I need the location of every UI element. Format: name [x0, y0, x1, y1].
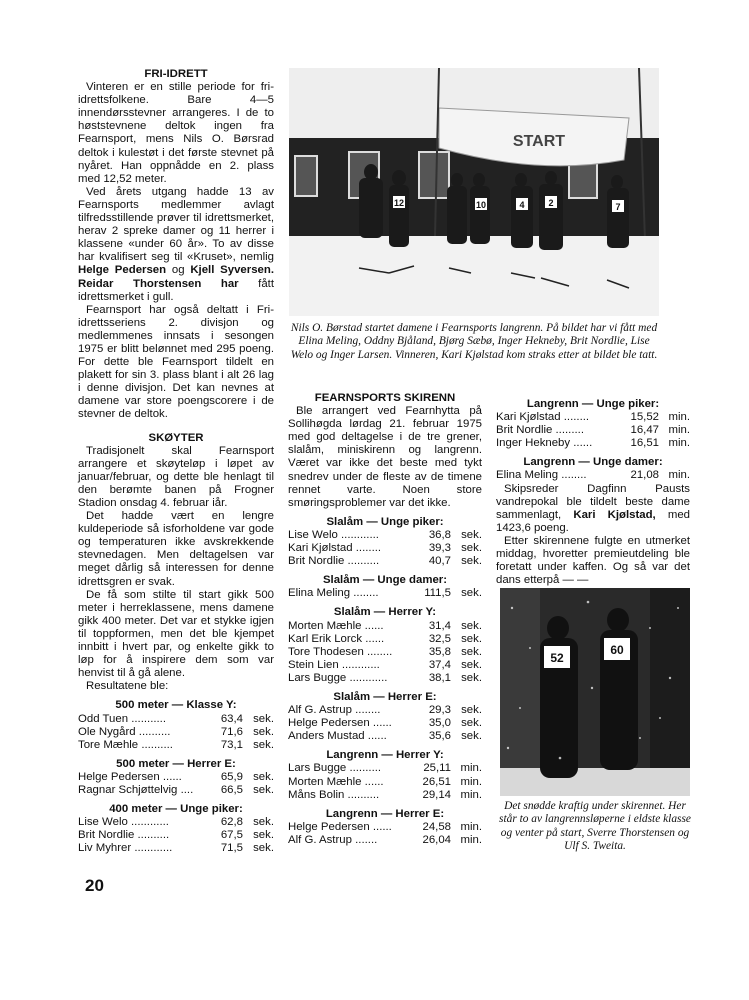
result-value: 38,1 [428, 671, 451, 684]
result-value: 37,4 [428, 658, 451, 671]
result-leader-dots: ...... [573, 437, 593, 450]
result-unit: min. [460, 775, 482, 788]
result-leader-dots: .... [180, 783, 194, 796]
result-row [288, 672, 482, 685]
results-table [496, 469, 690, 482]
result-name: Lars Bugge [288, 671, 347, 684]
result-row [288, 789, 482, 802]
paragraph: Det hadde vært en lengre kuldeperiode så isforholdene var gode og temperaturen ikke avskrekkende stevnedagen. Men deltagelsen var meget dårlig så interessen for denne idrettsgren er svak. [78, 510, 274, 588]
result-value: 35,6 [428, 730, 451, 743]
result-unit: min. [460, 762, 482, 775]
result-leader-dots: .......... [137, 829, 170, 842]
result-value: 16,51 [630, 437, 659, 450]
result-name: Ragnar Schjøttelvig [78, 783, 178, 796]
result-unit: sek. [461, 671, 482, 684]
result-name-cell [288, 776, 411, 789]
result-name-cell [288, 587, 411, 600]
result-unit: min. [460, 820, 482, 833]
result-name: Stein Lien [288, 658, 339, 671]
result-leader-dots: ........... [131, 712, 167, 725]
result-name-cell [288, 529, 411, 542]
result-name-cell [288, 672, 411, 685]
result-name: Karl Erik Lorck [288, 632, 363, 645]
paragraph: Ved årets utgang hadde 13 av Fearnsports medlemmer avlagt tilfredsstillende prøver til idrettsmerket, herav 2 spreke damer og 11 herrer i klassene «under 60 år». To av disse har kvalifisert seg til «Kruset», nemlig Helge Pedersen og Kjell Syversen. Reidar Thorstensen har fått idrettsmerket i gull. [78, 185, 274, 303]
snowfall-photo-image [500, 588, 690, 796]
result-value: 40,7 [428, 555, 451, 568]
result-value: 26,04 [422, 833, 451, 846]
result-name: Liv Myhrer [78, 842, 132, 855]
result-leader-dots: ............ [134, 842, 173, 855]
result-unit: min. [668, 411, 690, 424]
result-value: 32,5 [428, 632, 451, 645]
result-leader-dots: ............ [349, 671, 388, 684]
paragraph: Fearnsport har også deltatt i Fri-idrettsseriens 2. divisjon og medlemmenes innsats i sesongen 1975 er blitt belønnet med 295 poeng. For dette ble Fearnsport tildelt en plakett for sin 3. plass blant i alt 26 lag i denne divisjon. Det kan nevnes at damene var store poengscorere i de stevner de deltok. [78, 303, 274, 421]
results-heading: Langrenn — Herrer E: [325, 807, 445, 820]
result-value: 26,51 [422, 775, 451, 788]
result-name: Odd Tuen [78, 712, 129, 725]
results-heading: 500 meter — Klasse Y: [115, 699, 237, 712]
result-name-cell [496, 424, 619, 437]
paragraph: Vinteren er en stille periode for fri-idrettsfolkene. Bare 4—5 innendørsstevner arrangeres. I de to høststevnene deltok ingen fra Fearnsport, mens Nils O. Børsrad deltok i kulestøt i det første stevnet på nyåret. Han oppnådde en 2. plass med 12,52 meter. [78, 81, 274, 185]
paragraph: Tradisjonelt skal Fearnsport arrangere et skøyteløp i løpet av januar/februar, og dette ble henlagt til den berømte banen på Frogner Stadion onsdag 4. februar iår. [78, 444, 274, 509]
result-name: Alf G. Astrup [288, 704, 352, 717]
result-name: Anders Mustad [288, 730, 365, 743]
result-unit: sek. [461, 658, 482, 671]
result-value: 73,1 [220, 738, 243, 751]
result-name: Helge Pedersen [78, 770, 160, 783]
bib-number: 52 [550, 651, 564, 665]
results-heading: Slalåm — Unge damer: [322, 574, 448, 587]
result-row [78, 739, 274, 752]
result-unit: sek. [253, 725, 274, 738]
column-left [78, 68, 274, 855]
result-leader-dots: .......... [349, 762, 382, 775]
result-name-cell [288, 730, 411, 743]
result-value: 65,9 [220, 770, 243, 783]
result-name: Måns Bolin [288, 788, 345, 801]
results-table [288, 704, 482, 743]
section-heading-skoyter: SKØYTER [148, 431, 204, 444]
result-unit: sek. [253, 783, 274, 796]
result-name: Alf G. Astrup [288, 833, 352, 846]
result-value: 16,47 [630, 424, 659, 437]
result-name: Elina Meling [496, 469, 559, 482]
result-name-cell [496, 437, 619, 450]
result-leader-dots: ......... [555, 424, 584, 437]
result-name-cell [288, 717, 411, 730]
result-value: 71,6 [220, 725, 243, 738]
result-row [78, 713, 274, 726]
ski-start-photo-image [289, 68, 659, 316]
result-leader-dots: ............ [341, 658, 380, 671]
result-leader-dots: ........ [561, 469, 587, 482]
result-name: Elina Meling [288, 587, 351, 600]
result-name: Lise Welo [78, 816, 128, 829]
paragraph: Skipsreder Dagfinn Pausts vandrepokal ble tildelt beste dame sammenlagt, Kari Kjølstad, med 1423,6 poeng. [496, 482, 691, 534]
result-leader-dots: ...... [372, 717, 392, 730]
result-unit: sek. [461, 542, 482, 555]
result-row [496, 424, 690, 437]
result-name: Inger Hekneby [496, 437, 571, 450]
result-unit: sek. [461, 555, 482, 568]
result-unit: sek. [253, 829, 274, 842]
paragraph: De få som stilte til start gikk 500 meter i herreklassene, mens damene gikk 400 meter. Det var et stykke igjen til toppformen, men det ble kjempet innbitt i hvert par, og enkelte gikk to løp for å inspirere dem som var henvist til å gå alene. [78, 588, 274, 680]
bib-number: 4 [519, 200, 525, 210]
skirenn-results [288, 516, 482, 847]
results-heading: 500 meter — Herrer E: [116, 757, 236, 770]
result-row [78, 784, 274, 797]
result-row [288, 555, 482, 568]
result-value: 35,0 [428, 717, 451, 730]
result-name: Tore Mæhle [78, 738, 139, 751]
result-unit: sek. [461, 704, 482, 717]
results-table [288, 587, 482, 600]
result-name-cell [78, 726, 203, 739]
result-name-cell [288, 704, 411, 717]
result-row [78, 829, 274, 842]
result-value: 31,4 [428, 619, 451, 632]
results-heading: Langrenn — Herrer Y: [326, 749, 444, 762]
result-unit: sek. [253, 738, 274, 751]
results-heading: 400 meter — Unge piker: [109, 803, 243, 816]
result-leader-dots: .......... [141, 738, 173, 751]
result-value: 25,11 [423, 762, 451, 775]
result-unit: min. [668, 469, 690, 482]
result-unit: sek. [461, 717, 482, 730]
result-name-cell [288, 834, 411, 847]
result-leader-dots: ...... [364, 619, 384, 632]
result-unit: sek. [461, 587, 482, 600]
result-unit: sek. [461, 645, 482, 658]
result-name: Lise Welo [288, 528, 338, 541]
result-row [288, 730, 482, 743]
result-leader-dots: .......... [347, 788, 380, 801]
bib-number: 10 [475, 200, 487, 210]
result-unit: min. [668, 437, 690, 450]
result-row [288, 776, 482, 789]
result-name: Morten Mæhle [288, 619, 362, 632]
photo-caption-ski-start: Nils O. Børstad startet damene i Fearnsports langrenn. På bildet har vi fått med Elina Meling, Oddny Bjåland, Bjørg Sæbø, Inger Hekneby, Brit Nordlie, Lise Welo og Inger Larsen. Vinneren, Kari Kjølstad kom straks etter at bildet ble tatt. [290, 322, 658, 361]
result-leader-dots: .......... [347, 555, 380, 568]
result-unit: min. [460, 788, 482, 801]
result-value: 29,14 [422, 788, 451, 801]
result-leader-dots: ........ [355, 704, 381, 717]
result-leader-dots: ............ [130, 816, 169, 829]
result-leader-dots: ....... [355, 833, 378, 846]
result-name: Brit Nordlie [78, 829, 135, 842]
result-value: 24,58 [422, 820, 451, 833]
bib-number: 12 [393, 198, 405, 208]
result-row [78, 726, 274, 739]
start-banner-text: START [512, 133, 566, 150]
bib-number: 60 [610, 643, 624, 657]
result-name: Helge Pedersen [288, 717, 370, 730]
results-heading: Slalåm — Unge piker: [326, 515, 444, 528]
results-heading: Slalåm — Herrer E: [333, 690, 437, 703]
result-name-cell [288, 542, 411, 555]
result-value: 35,8 [428, 645, 451, 658]
results-heading: Langrenn — Unge damer: [523, 456, 663, 469]
result-name-cell [78, 816, 203, 829]
result-name: Brit Nordlie [288, 555, 345, 568]
result-value: 67,5 [220, 829, 243, 842]
paragraph: Etter skirennene fulgte en utmerket middag, hvoretter premieutdeling ble foretatt under kaffen. Og så var det dans etterpå — — [496, 534, 690, 587]
result-row [288, 717, 482, 730]
results-heading: Slalåm — Herrer Y: [333, 606, 437, 619]
result-name-cell [496, 469, 619, 482]
results-table [78, 816, 274, 855]
result-row [288, 646, 482, 659]
result-leader-dots: .......... [138, 725, 171, 738]
result-row [288, 587, 482, 600]
result-value: 111,5 [424, 587, 451, 600]
result-name-cell [78, 771, 203, 784]
result-value: 63,4 [220, 712, 243, 725]
result-row [496, 411, 690, 424]
result-row [78, 771, 274, 784]
results-table [78, 713, 274, 752]
result-row [288, 659, 482, 672]
result-leader-dots: ........ [355, 542, 382, 555]
result-value: 36,8 [428, 528, 451, 541]
result-row [288, 620, 482, 633]
results-intro: Resultatene ble: [86, 680, 169, 693]
result-row [496, 437, 690, 450]
results-table [288, 529, 482, 568]
result-unit: min. [668, 424, 690, 437]
result-name: Kari Kjølstad [288, 542, 353, 555]
result-row [288, 834, 482, 847]
result-value: 71,5 [220, 842, 243, 855]
result-name-cell [288, 659, 411, 672]
result-leader-dots: ........ [563, 411, 590, 424]
langrenn-results [496, 398, 690, 483]
result-name: Kari Kjølstad [496, 411, 561, 424]
result-name-cell [288, 620, 411, 633]
result-value: 21,08 [630, 469, 659, 482]
result-name-cell [288, 762, 411, 775]
result-unit: sek. [461, 632, 482, 645]
result-name-cell [288, 789, 411, 802]
result-row [288, 633, 482, 646]
result-value: 66,5 [220, 783, 243, 796]
result-unit: sek. [253, 842, 274, 855]
result-unit: sek. [253, 770, 274, 783]
result-name-cell [288, 646, 411, 659]
results-table [288, 620, 482, 685]
result-leader-dots: ............ [340, 528, 379, 541]
result-name-cell [288, 555, 411, 568]
results-table [496, 411, 690, 450]
photo-ski-start [289, 68, 659, 316]
photo-snowfall-skiers [500, 588, 690, 796]
result-row [288, 529, 482, 542]
result-row [78, 842, 274, 855]
result-row [496, 469, 690, 482]
results-table [288, 821, 482, 847]
result-leader-dots: ........ [366, 645, 393, 658]
result-name-cell [496, 411, 619, 424]
result-unit: sek. [253, 816, 274, 829]
result-value: 39,3 [428, 542, 451, 555]
result-name-cell [288, 821, 411, 834]
results-table [78, 771, 274, 797]
result-leader-dots: ........ [353, 587, 379, 600]
section-heading-skirenn: FEARNSPORTS SKIRENN [314, 392, 456, 404]
result-unit: sek. [253, 712, 274, 725]
result-value: 62,8 [220, 816, 243, 829]
result-row [288, 762, 482, 775]
result-name-cell [78, 713, 203, 726]
result-row [78, 816, 274, 829]
result-name-cell [78, 739, 203, 752]
bib-number: 7 [615, 202, 621, 212]
result-leader-dots: ...... [162, 770, 182, 783]
result-unit: sek. [461, 730, 482, 743]
photo-caption-snowfall: Det snødde kraftig under skirennet. Her står to av langrennsløperne i eldste klasse og venter på start, Sverre Thorstensen og Ulf S. Tweita. [499, 800, 691, 852]
result-name: Helge Pedersen [288, 820, 370, 833]
result-name-cell [288, 633, 411, 646]
result-value: 29,3 [428, 704, 451, 717]
result-name-cell [78, 829, 203, 842]
result-leader-dots: ...... [365, 632, 385, 645]
result-name: Lars Bugge [288, 762, 347, 775]
result-name-cell [78, 784, 203, 797]
result-leader-dots: ...... [372, 820, 392, 833]
result-leader-dots: ...... [367, 730, 387, 743]
section-heading-fri-idrett: FRI-IDRETT [144, 68, 208, 80]
result-row [288, 542, 482, 555]
result-row [288, 821, 482, 834]
skoyter-results [78, 699, 274, 855]
paragraph: Ble arrangert ved Fearnhytta på Sollihøgda lørdag 21. februar 1975 med god deltagelse i de tre grener, slalåm, miniskirenn og langrenn. Været var ikke det beste med tykt snedrev under de fleste av de timene rennet varte. Noen store smøringsproblemer var det ikke. [288, 405, 482, 509]
result-name: Tore Thodesen [288, 645, 364, 658]
bib-number: 2 [548, 198, 554, 208]
result-unit: sek. [461, 528, 482, 541]
result-row [288, 704, 482, 717]
results-heading: Langrenn — Unge piker: [526, 398, 660, 410]
result-value: 15,52 [630, 411, 659, 424]
page-number: 20 [85, 876, 104, 895]
result-name: Brit Nordlie [496, 424, 553, 437]
result-unit: sek. [461, 619, 482, 632]
result-unit: min. [460, 833, 482, 846]
result-name-cell [78, 842, 203, 855]
result-name: Morten Mæhle [288, 775, 362, 788]
result-name: Ole Nygård [78, 725, 136, 738]
column-right [496, 392, 690, 587]
result-leader-dots: ...... [364, 775, 384, 788]
results-table [288, 762, 482, 801]
column-skirenn [288, 392, 482, 847]
